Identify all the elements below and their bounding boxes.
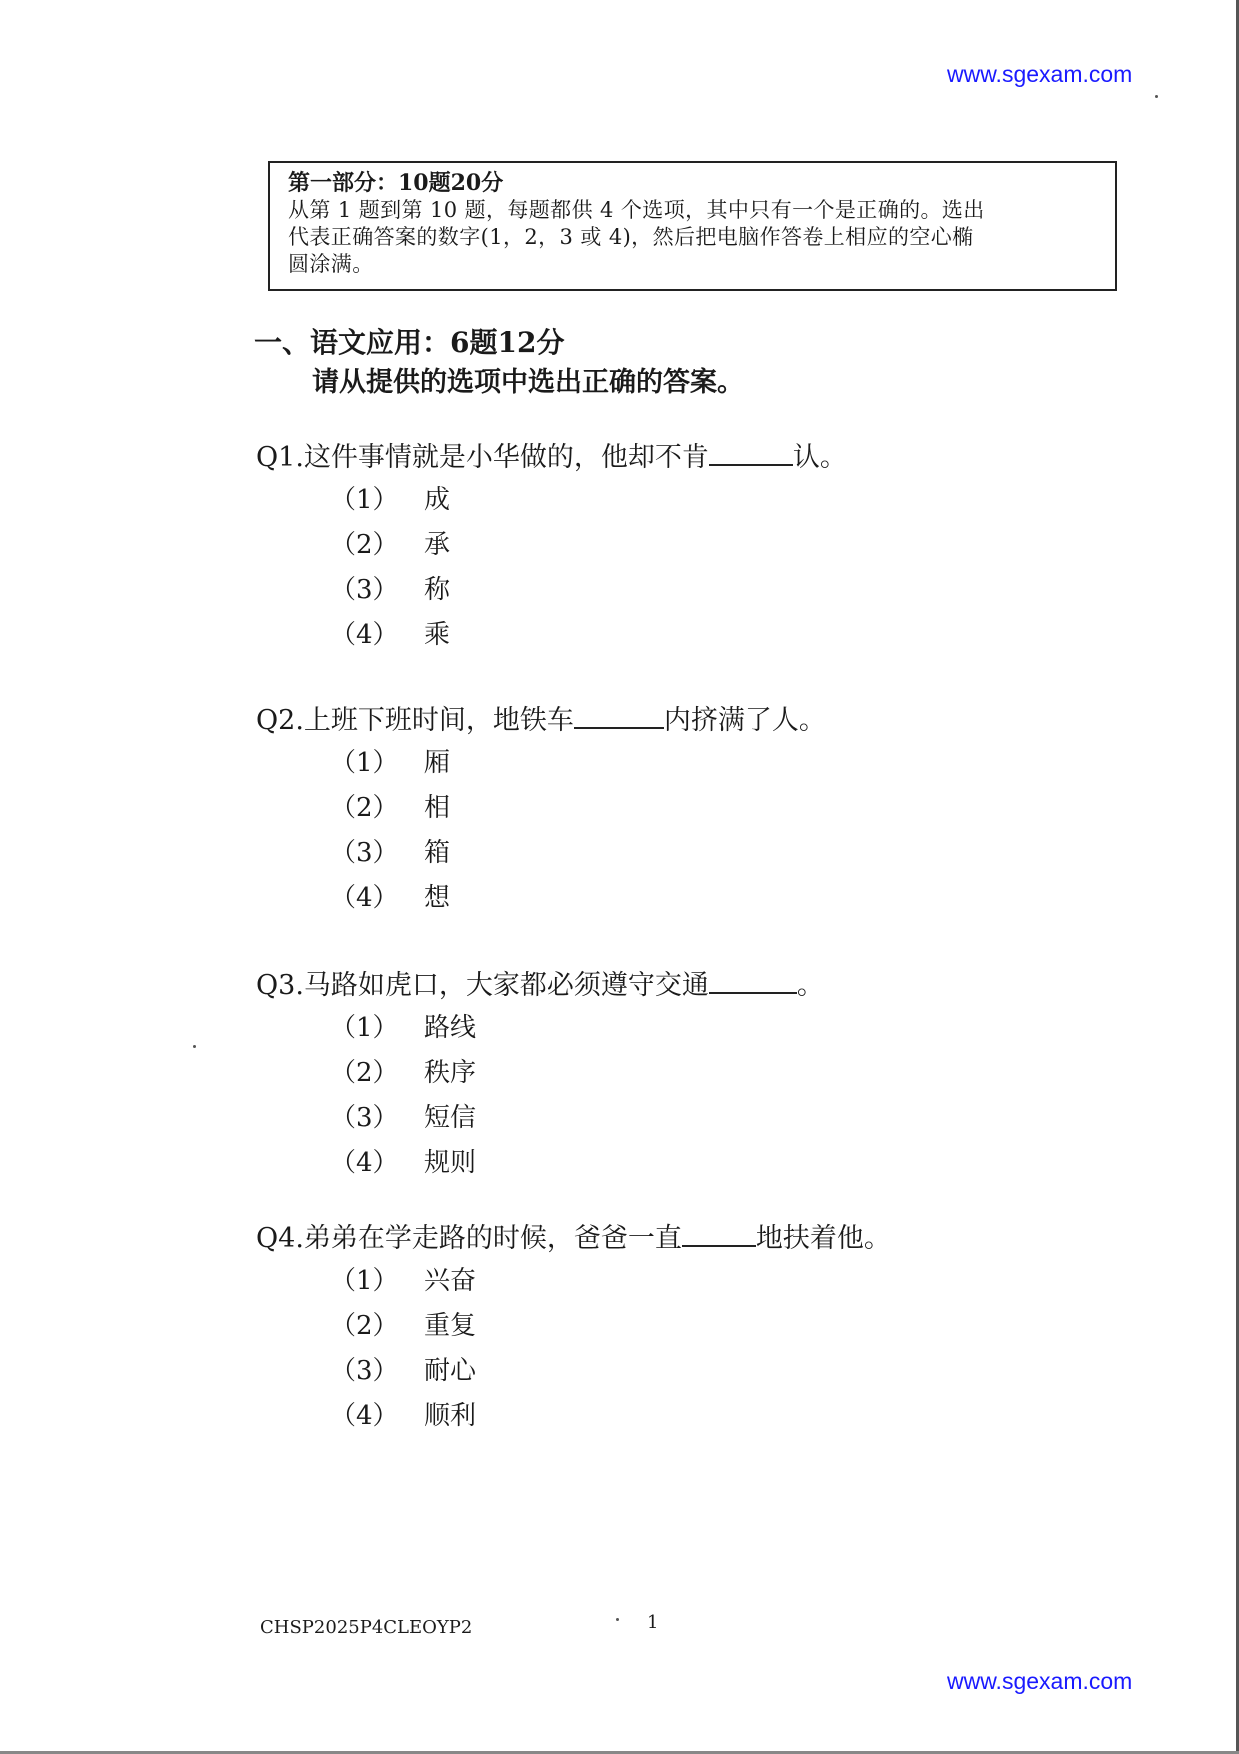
option-number: （3）: [330, 1103, 399, 1133]
option-text: 想: [424, 883, 451, 913]
instructions-line: 代表正确答案的数字(1，2，3 或 4)，然后把电脑作答卷上相应的空心椭: [288, 225, 974, 249]
option-number: （3）: [330, 838, 399, 868]
instructions-box: [268, 161, 1117, 291]
option-text: 厢: [424, 748, 451, 778]
option: [256, 786, 826, 831]
section-title: 一、语文应用：6题12分: [254, 326, 565, 359]
answer-blank: [574, 699, 664, 729]
option-text: 重复: [424, 1311, 477, 1341]
option: [256, 523, 847, 568]
question-text: 认。: [792, 442, 847, 473]
option-text: 兴奋: [424, 1266, 477, 1296]
site-link-top[interactable]: www.sgexam.com: [947, 61, 1133, 87]
option-number: （3）: [330, 575, 399, 605]
option-number: （4）: [330, 883, 399, 913]
section-subtitle: 请从提供的选项中选出正确的答案。: [312, 367, 744, 398]
answer-blank: [709, 436, 793, 466]
scan-speck: [1155, 95, 1158, 98]
question-stem: [256, 1217, 891, 1259]
option: [256, 613, 847, 658]
option: [256, 1051, 824, 1096]
page-number: 1: [647, 1612, 659, 1633]
option-text: 秩序: [424, 1058, 477, 1088]
option-text: 相: [424, 793, 451, 823]
option-text: 承: [424, 530, 451, 560]
question-text: 马路如虎口，大家都必须遵守交通: [303, 970, 709, 1001]
option-number: （1）: [330, 1266, 399, 1296]
option: [256, 1141, 824, 1186]
question-label: Q1.: [256, 442, 304, 473]
option: [256, 831, 826, 876]
option-number: （2）: [330, 1058, 399, 1088]
option-number: （1）: [330, 1013, 399, 1043]
paper-code: CHSP2025P4CLEOYP2: [260, 1617, 473, 1638]
site-link-bottom[interactable]: www.sgexam.com: [947, 1668, 1133, 1694]
instructions-line: 从第 1 题到第 10 题，每题都供 4 个选项，其中只有一个是正确的。选出: [288, 198, 985, 222]
option-number: （2）: [330, 1311, 399, 1341]
question-text: 地扶着他。: [755, 1223, 891, 1254]
option-number: （4）: [330, 1148, 399, 1178]
option: [256, 568, 847, 613]
option: [256, 741, 826, 786]
question-text: 。: [796, 970, 824, 1001]
option: [256, 1259, 891, 1304]
option-text: 顺利: [424, 1401, 477, 1431]
question-text: 这件事情就是小华做的，他却不肯: [303, 442, 709, 473]
option-text: 箱: [424, 838, 451, 868]
question-text: 内挤满了人。: [663, 705, 826, 736]
option: [256, 1304, 891, 1349]
option-text: 耐心: [424, 1356, 477, 1386]
question-stem: [256, 699, 826, 741]
option-number: （1）: [330, 485, 399, 515]
option-text: 规则: [424, 1148, 477, 1178]
section-header: [254, 323, 744, 403]
option-text: 乘: [424, 620, 451, 650]
question-text: 上班下班时间，地铁车: [303, 705, 574, 736]
instructions-heading: 第一部分：10题20分: [288, 170, 504, 196]
question-stem: [256, 964, 824, 1006]
question-text: 弟弟在学走路的时候，爸爸一直: [303, 1223, 682, 1254]
option: [256, 1096, 824, 1141]
option-text: 路线: [424, 1013, 477, 1043]
option: [256, 478, 847, 523]
question-label: Q3.: [256, 970, 304, 1001]
option-number: （2）: [330, 530, 399, 560]
answer-blank: [682, 1217, 756, 1247]
question-4: [256, 1217, 891, 1439]
option-number: （1）: [330, 748, 399, 778]
option-number: （2）: [330, 793, 399, 823]
option-number: （3）: [330, 1356, 399, 1386]
scan-speck: [193, 1045, 196, 1048]
question-label: Q2.: [256, 705, 304, 736]
option-text: 短信: [424, 1103, 477, 1133]
option: [256, 1349, 891, 1394]
question-2: [256, 699, 826, 921]
option-text: 称: [424, 575, 451, 605]
answer-blank: [709, 964, 797, 994]
option: [256, 1394, 891, 1439]
instructions-line: 圆涂满。: [288, 252, 374, 276]
scan-speck: [616, 1618, 619, 1621]
option: [256, 876, 826, 921]
question-label: Q4.: [256, 1223, 304, 1254]
question-stem: [256, 436, 847, 478]
option-number: （4）: [330, 620, 399, 650]
question-1: [256, 436, 847, 658]
option-text: 成: [424, 485, 451, 515]
option: [256, 1006, 824, 1051]
option-number: （4）: [330, 1401, 399, 1431]
question-3: [256, 964, 824, 1186]
